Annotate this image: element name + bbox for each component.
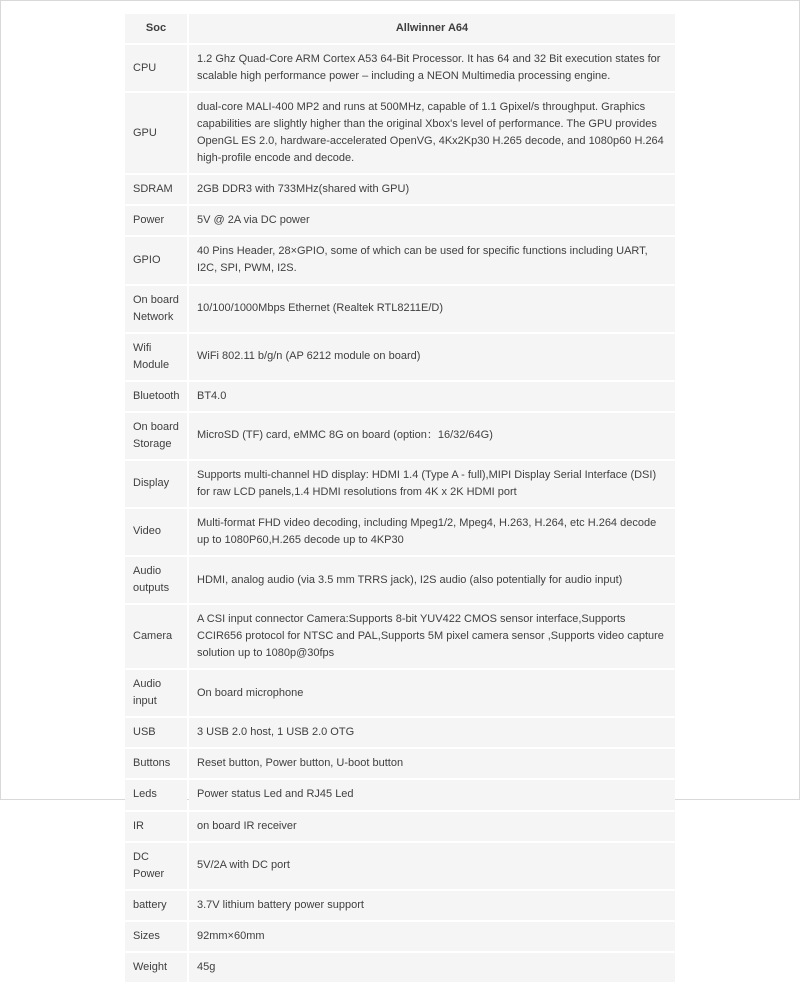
table-row (125, 749, 675, 778)
spec-value: 5V @ 2A via DC power (189, 206, 675, 235)
table-row (125, 175, 675, 204)
table-row (125, 382, 675, 411)
spec-label: Wifi Module (125, 334, 187, 380)
table-row (125, 45, 675, 91)
spec-label: GPIO (125, 237, 187, 283)
header-soc-label: Soc (125, 14, 187, 43)
spec-label: Leds (125, 780, 187, 809)
header-soc-value: Allwinner A64 (189, 14, 675, 43)
spec-value: 3 USB 2.0 host, 1 USB 2.0 OTG (189, 718, 675, 747)
spec-value: 92mm×60mm (189, 922, 675, 951)
spec-value: 40 Pins Header, 28×GPIO, some of which can be used for specific functions including UART, I2C, SPI, PWM, I2S. (189, 237, 675, 283)
table-row (125, 461, 675, 507)
spec-label: On board Network (125, 286, 187, 332)
table-row (125, 413, 675, 459)
spec-label: Buttons (125, 749, 187, 778)
table-row (125, 718, 675, 747)
spec-value: 45g (189, 953, 675, 982)
spec-label: Video (125, 509, 187, 555)
spec-table-body (125, 45, 675, 982)
spec-label: IR (125, 812, 187, 841)
table-row (125, 93, 675, 173)
spec-value: 1.2 Ghz Quad-Core ARM Cortex A53 64-Bit Processor. It has 64 and 32 Bit execution states for scalable high performance power – including a NEON Multimedia processing engine. (189, 45, 675, 91)
spec-label: Display (125, 461, 187, 507)
spec-value: 3.7V lithium battery power support (189, 891, 675, 920)
spec-value: 5V/2A with DC port (189, 843, 675, 889)
table-row (125, 670, 675, 716)
spec-value: on board IR receiver (189, 812, 675, 841)
spec-label: Audio input (125, 670, 187, 716)
spec-value: 10/100/1000Mbps Ethernet (Realtek RTL8211E/D) (189, 286, 675, 332)
table-row (125, 812, 675, 841)
spec-label: GPU (125, 93, 187, 173)
spec-value: BT4.0 (189, 382, 675, 411)
table-row (125, 953, 675, 982)
spec-label: Sizes (125, 922, 187, 951)
spec-value: MicroSD (TF) card, eMMC 8G on board (option：16/32/64G) (189, 413, 675, 459)
table-row (125, 922, 675, 951)
table-row (125, 509, 675, 555)
spec-value: 2GB DDR3 with 733MHz(shared with GPU) (189, 175, 675, 204)
spec-value: Reset button, Power button, U-boot button (189, 749, 675, 778)
spec-label: Audio outputs (125, 557, 187, 603)
table-row (125, 237, 675, 283)
table-header-row (125, 14, 675, 43)
table-row (125, 843, 675, 889)
spec-label: battery (125, 891, 187, 920)
table-row (125, 557, 675, 603)
spec-value: HDMI, analog audio (via 3.5 mm TRRS jack), I2S audio (also potentially for audio input) (189, 557, 675, 603)
spec-table (123, 12, 677, 984)
spec-label: On board Storage (125, 413, 187, 459)
table-row (125, 286, 675, 332)
spec-value: A CSI input connector Camera:Supports 8-bit YUV422 CMOS sensor interface,Supports CCIR656 protocol for NTSC and PAL,Supports 5M pixel camera sensor ,Supports video capture solution up to 1080p@30fps (189, 605, 675, 668)
spec-label: Camera (125, 605, 187, 668)
spec-value: Power status Led and RJ45 Led (189, 780, 675, 809)
spec-label: USB (125, 718, 187, 747)
table-row (125, 891, 675, 920)
table-row (125, 334, 675, 380)
table-row (125, 780, 675, 809)
table-row (125, 206, 675, 235)
spec-value: Multi-format FHD video decoding, including Mpeg1/2, Mpeg4, H.263, H.264, etc H.264 decode up to 1080P60,H.265 decode up to 4KP30 (189, 509, 675, 555)
table-row (125, 605, 675, 668)
spec-label: Power (125, 206, 187, 235)
spec-value: Supports multi-channel HD display: HDMI 1.4 (Type A - full),MIPI Display Serial Interface (DSI) for raw LCD panels,1.4 HDMI resolutions from 4K x 2K HDMI port (189, 461, 675, 507)
spec-value: WiFi 802.11 b/g/n (AP 6212 module on board) (189, 334, 675, 380)
spec-label: CPU (125, 45, 187, 91)
spec-label: DC Power (125, 843, 187, 889)
spec-label: SDRAM (125, 175, 187, 204)
spec-label: Weight (125, 953, 187, 982)
spec-value: On board microphone (189, 670, 675, 716)
spec-label: Bluetooth (125, 382, 187, 411)
spec-value: dual-core MALI-400 MP2 and runs at 500MHz, capable of 1.1 Gpixel/s throughput. Graphics capabilities are slightly higher than the original Xbox's level of performance. The GPU provides OpenGL ES 2.0, hardware-accelerated OpenVG, 4Kx2Kp30 H.265 decode, and 1080p60 H.264 high-profile encode and decode. (189, 93, 675, 173)
